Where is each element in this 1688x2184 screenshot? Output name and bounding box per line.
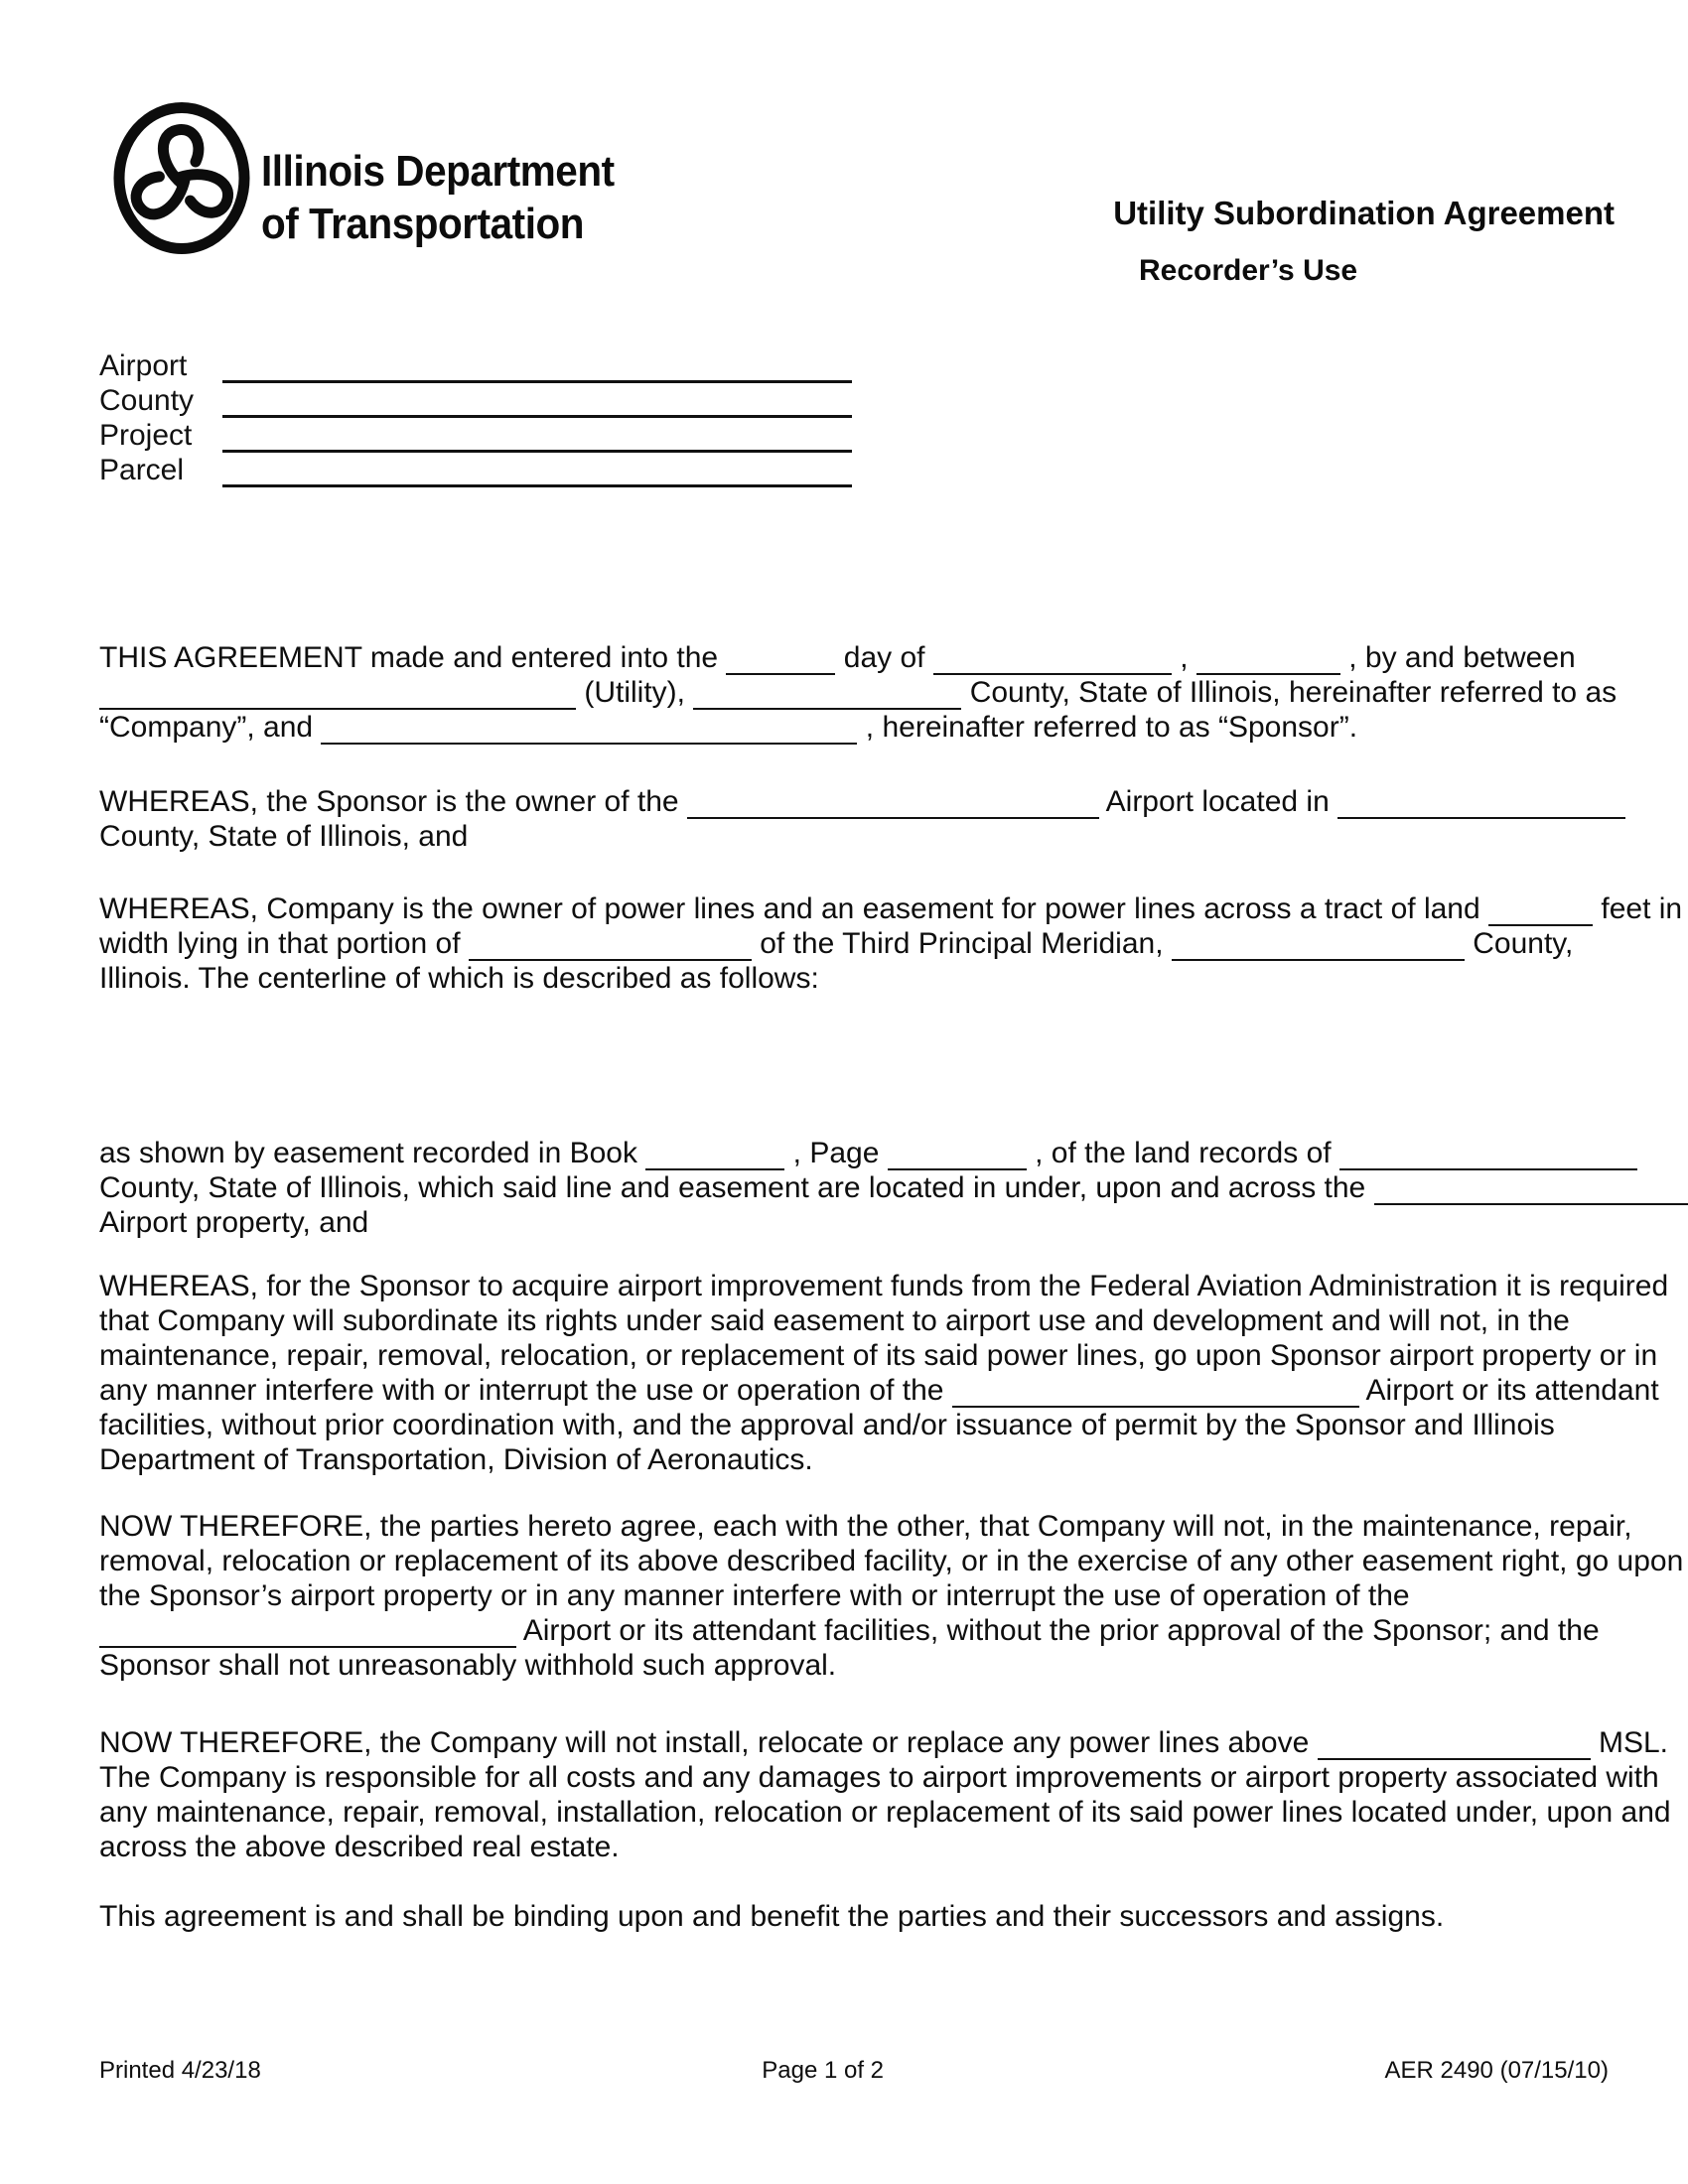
blank-field-line[interactable] bbox=[888, 1139, 1027, 1170]
paragraph-now-therefore-msl bbox=[99, 1725, 1671, 1864]
paragraph-line bbox=[99, 1830, 1604, 1864]
text-run: Airport or its attendant bbox=[1365, 1374, 1659, 1407]
paragraph-line bbox=[99, 1795, 1671, 1830]
field-label-airport: Airport bbox=[99, 349, 188, 382]
paragraph-line bbox=[99, 819, 1604, 854]
text-run: County, State of Illinois, and bbox=[99, 820, 469, 853]
blank-field-line[interactable] bbox=[933, 643, 1172, 675]
text-run: any maintenance, repair, removal, installation, relocation or replacement of its said power lines located under, upon and bbox=[99, 1796, 1671, 1829]
text-run: feet in bbox=[1601, 892, 1683, 925]
idot-logo-line1: Illinois Department bbox=[261, 147, 615, 196]
text-run: Sponsor shall not unreasonably withhold such approval. bbox=[99, 1649, 837, 1682]
text-run: WHEREAS, Company is the owner of power lines and an easement for power lines across a tract of land bbox=[99, 892, 1480, 925]
paragraph-line bbox=[99, 1408, 1604, 1442]
field-row-county bbox=[99, 382, 852, 417]
page-footer bbox=[99, 2057, 1609, 2085]
paragraph-now-therefore-agree bbox=[99, 1509, 1684, 1683]
page-number: Page 1 of 2 bbox=[762, 2057, 885, 2084]
paragraph-whereas-company-owner bbox=[99, 891, 1683, 996]
text-run: Airport located in bbox=[1105, 785, 1330, 818]
text-run: MSL. bbox=[1598, 1726, 1668, 1759]
field-label-project: Project bbox=[99, 419, 193, 452]
text-run: the Sponsor’s airport property or in any manner interfere with or interrupt the use of operation of the bbox=[99, 1579, 1410, 1612]
form-number: AER 2490 (07/15/10) bbox=[1384, 2057, 1609, 2084]
paragraph-line bbox=[99, 1269, 1669, 1303]
blank-field-line[interactable] bbox=[687, 787, 1099, 819]
text-run: County, State of Illinois, which said line and easement are located in under, upon and across the bbox=[99, 1171, 1366, 1204]
project-field-line[interactable] bbox=[222, 417, 852, 453]
paragraph-line bbox=[99, 1205, 1604, 1240]
text-run: County, State of Illinois, hereinafter referred to as bbox=[969, 676, 1618, 709]
text-run: day of bbox=[843, 641, 925, 674]
blank-field-line[interactable] bbox=[99, 678, 576, 710]
text-run: width lying in that portion of bbox=[99, 927, 461, 960]
text-run: WHEREAS, the Sponsor is the owner of the bbox=[99, 785, 679, 818]
document-title: Utility Subordination Agreement bbox=[1113, 195, 1615, 231]
text-run: of the Third Principal Meridian, bbox=[760, 927, 1164, 960]
blank-field-line[interactable] bbox=[726, 643, 835, 675]
printed-date: Printed 4/23/18 bbox=[99, 2057, 261, 2084]
blank-field-line[interactable] bbox=[1339, 1139, 1637, 1170]
text-run: facilities, without prior coordination with, and the approval and/or issuance of permit by the Sponsor and Illinois bbox=[99, 1409, 1555, 1441]
text-run: , Page bbox=[792, 1137, 880, 1169]
paragraph-line bbox=[99, 1442, 1604, 1477]
paragraph-line bbox=[99, 1648, 1604, 1683]
text-run: as shown by easement recorded in Book bbox=[99, 1137, 637, 1169]
field-row-airport bbox=[99, 347, 852, 382]
idot-logo-text bbox=[261, 145, 615, 250]
blank-field-line[interactable] bbox=[1196, 643, 1340, 675]
blank-field-line[interactable] bbox=[321, 713, 857, 745]
paragraph-line bbox=[99, 1170, 1604, 1205]
blank-field-line[interactable] bbox=[99, 1616, 516, 1648]
text-run: Airport property, and bbox=[99, 1206, 369, 1239]
idot-logo-line2: of Transportation bbox=[261, 200, 585, 248]
blank-field-line[interactable] bbox=[1488, 894, 1593, 926]
text-run: The Company is responsible for all costs and any damages to airport improvements or airport property associated with bbox=[99, 1761, 1659, 1794]
paragraph-line bbox=[99, 1509, 1632, 1544]
text-run: that Company will subordinate its rights under said easement to airport use and development and will not, in the bbox=[99, 1304, 1570, 1337]
field-label-parcel: Parcel bbox=[99, 454, 185, 486]
paragraph-line bbox=[99, 784, 1604, 819]
blank-field-line[interactable] bbox=[1337, 787, 1625, 819]
text-run: removal, relocation or replacement of its above described facility, or in the exercise of any other easement right, go upon bbox=[99, 1545, 1684, 1577]
paragraph-whereas-faa-funds bbox=[99, 1269, 1669, 1477]
text-run: , of the land records of bbox=[1035, 1137, 1332, 1169]
paragraph-line bbox=[99, 1725, 1668, 1760]
text-run: Airport or its attendant facilities, without the prior approval of the Sponsor; and the bbox=[522, 1614, 1600, 1647]
idot-logo-icon bbox=[111, 100, 252, 256]
paragraph-agreement-intro bbox=[99, 640, 1618, 745]
text-run: County, bbox=[1473, 927, 1574, 960]
text-run: Illinois. The centerline of which is described as follows: bbox=[99, 962, 819, 995]
text-run: any manner interfere with or interrupt the use or operation of the bbox=[99, 1374, 944, 1407]
blank-field-line[interactable] bbox=[469, 929, 752, 961]
paragraph-line bbox=[99, 640, 1604, 675]
paragraph-line bbox=[99, 1373, 1659, 1408]
paragraph-line bbox=[99, 1303, 1604, 1338]
text-run: Department of Transportation, Division of Aeronautics. bbox=[99, 1443, 813, 1476]
paragraph-line bbox=[99, 926, 1604, 961]
blank-field-line[interactable] bbox=[1374, 1173, 1688, 1205]
paragraph-line bbox=[99, 1544, 1684, 1578]
text-run: WHEREAS, for the Sponsor to acquire airport improvement funds from the Federal Aviation Administration it is required bbox=[99, 1270, 1669, 1302]
paragraph-binding-clause bbox=[99, 1899, 1604, 1934]
text-run: NOW THEREFORE, the Company will not install, relocate or replace any power lines above bbox=[99, 1726, 1310, 1759]
field-row-project bbox=[99, 417, 852, 452]
text-run: (Utility), bbox=[584, 676, 685, 709]
blank-field-line[interactable] bbox=[693, 678, 961, 710]
paragraph-line bbox=[99, 1760, 1659, 1795]
blank-field-line[interactable] bbox=[645, 1139, 784, 1170]
text-run: across the above described real estate. bbox=[99, 1831, 620, 1863]
text-run: This agreement is and shall be binding upon and benefit the parties and their successors and assigns. bbox=[99, 1900, 1445, 1933]
county-field-line[interactable] bbox=[222, 382, 852, 418]
airport-field-line[interactable] bbox=[222, 347, 852, 383]
paragraph-line bbox=[99, 961, 1604, 996]
text-run: “Company”, and bbox=[99, 711, 314, 744]
text-run: , bbox=[1180, 641, 1189, 674]
text-run: THIS AGREEMENT made and entered into the bbox=[99, 641, 719, 674]
paragraph-line bbox=[99, 1899, 1604, 1934]
blank-field-line[interactable] bbox=[952, 1376, 1359, 1408]
field-label-county: County bbox=[99, 384, 195, 417]
text-run: , by and between bbox=[1348, 641, 1576, 674]
blank-field-line[interactable] bbox=[1318, 1728, 1591, 1760]
reference-fields bbox=[99, 347, 852, 486]
paragraph-line bbox=[99, 1338, 1658, 1373]
paragraph-line bbox=[99, 1136, 1604, 1170]
paragraph-line bbox=[99, 675, 1618, 710]
text-run: NOW THEREFORE, the parties hereto agree, each with the other, that Company will not, in the maintenance, repair, bbox=[99, 1510, 1632, 1543]
paragraph-easement-record bbox=[99, 1136, 1604, 1240]
paragraph-line bbox=[99, 1613, 1604, 1648]
paragraph-whereas-sponsor-owner bbox=[99, 784, 1604, 854]
parcel-field-line[interactable] bbox=[222, 452, 852, 487]
paragraph-line bbox=[99, 1578, 1604, 1613]
text-run: , hereinafter referred to as “Sponsor”. bbox=[865, 711, 1358, 744]
paragraph-line bbox=[99, 710, 1604, 745]
recorders-use-label: Recorder’s Use bbox=[1139, 254, 1358, 287]
field-row-parcel bbox=[99, 452, 852, 486]
text-run: maintenance, repair, removal, relocation, or replacement of its said power lines, go upon Sponsor airport property or in bbox=[99, 1339, 1658, 1372]
paragraph-line bbox=[99, 891, 1683, 926]
blank-field-line[interactable] bbox=[1172, 929, 1465, 961]
